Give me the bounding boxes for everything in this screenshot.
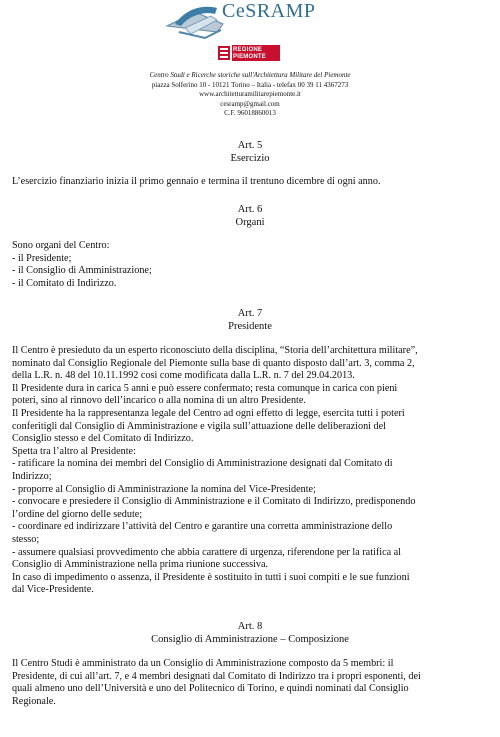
center-info — [0, 71, 500, 119]
paragraph-line: nominato dal Consiglio Regionale del Piemonte sulla base di quanto disposto dall’art. 3, comma 2, — [12, 357, 415, 369]
article-label: Art. 6 — [237, 204, 263, 215]
paragraph-line: Il Centro Studi è amministrato da un Consiglio di Amministrazione composto da 5 membri: il — [12, 658, 394, 669]
paragraph-line: Il Centro è presieduto da un esperto riconosciuto della disciplina, “Storia dell’architettura militare”, — [12, 345, 418, 356]
article-label: Art. 5 — [237, 140, 263, 151]
article-heading: Organi — [235, 217, 265, 228]
paragraph-line: Presidente, di cui all’art. 7, e 4 membri designati dal Comitato di Indirizzo tra i propri esponenti, dei — [12, 670, 421, 682]
list-item: - il Presidente; — [12, 252, 72, 264]
article-heading: Consiglio di Amministrazione – Composizione — [151, 634, 349, 645]
paragraph-line: della L.R. n. 48 del 10.11.1992 così come modificata dalla L.R. n. 7 del 29.04.2013. — [12, 370, 355, 382]
paragraph-line: Il Presidente dura in carica 5 anni e può essere confermato; resta comunque in carica con pieni — [12, 382, 398, 394]
paragraph-line: quali almeno uno dell’Università e uno del Politecnico di Torino, e quindi nominati dal Consiglio — [12, 683, 409, 695]
list-item: - ratificare la nomina dei membri del Consiglio di Amministrazione designati dal Comitato di — [12, 458, 393, 470]
article-label: Art. 8 — [237, 621, 263, 632]
paragraph-line: Il Presidente ha la rappresentanza legale del Centro ad ogni effetto di legge, esercita tutti i poteri — [12, 407, 405, 419]
article-7-body — [12, 345, 488, 597]
article-heading: Presidente — [228, 321, 272, 332]
list-item: Consiglio di Amministrazione nella prima riunione successiva. — [12, 559, 269, 571]
paragraph-line: Consiglio stesso e del Comitato di Indirizzo. — [12, 433, 194, 445]
list-item: - proporre al Consiglio di Amministrazione la nomina del Vice-Presidente; — [12, 483, 316, 495]
article-6-title — [0, 203, 500, 229]
center-tax-code: C.F. 96018860013 — [224, 109, 276, 117]
article-8-body — [12, 658, 488, 708]
article-heading: Esercizio — [230, 153, 270, 164]
paragraph-line: Sono organi del Centro: — [12, 240, 110, 251]
center-address: piazza Solferino 10 - 10121 Torino – Italia - telefax 00 39 11 4367273 — [151, 80, 349, 89]
center-email: cesramp@gmail.com — [220, 99, 280, 108]
center-website: www.architetturamilitarepiemonte.it — [199, 90, 301, 98]
list-item: Indirizzo; — [12, 470, 52, 482]
list-item: - convocare e presiedere il Consiglio di Amministrazione e il Comitato di Indirizzo, predisponendo — [12, 496, 416, 508]
article-7-title — [0, 307, 500, 333]
paragraph-line: conferitigli dal Consiglio di Amministrazione e vigila sull’attuazione delle deliberazioni del — [12, 420, 387, 432]
paragraph-line: dal Vice-Presidente. — [12, 584, 94, 596]
regione-label-line2: PIEMONTE — [233, 54, 266, 60]
article-8-title — [0, 620, 500, 646]
paragraph-line: Regionale. — [12, 695, 56, 707]
regione-label-line1: REGIONE — [233, 47, 263, 53]
paragraph-line: poteri, sino al rinnovo dell’incarico o alla nomina di un altro Presidente. — [12, 395, 306, 407]
list-item: l’ordine del giorno delle sedute; — [12, 508, 143, 520]
paragraph-line: Spetta tra l’altro al Presidente: — [12, 445, 136, 457]
list-item: - assumere qualsiasi provvedimento che abbia carattere di urgenza, riferendone per la ratifica al — [12, 546, 402, 558]
article-5-body — [12, 176, 488, 189]
logo-wordmark: CeSRAMP — [222, 0, 316, 22]
list-item: stesso; — [12, 533, 40, 545]
center-name: Centro Studi e Ricerche storiche sull'Architettura Militare del Piemonte — [149, 71, 351, 79]
list-item: - il Consiglio di Amministrazione; — [12, 265, 152, 277]
article-5-title — [0, 139, 500, 165]
article-label: Art. 7 — [237, 308, 263, 319]
paragraph-line: In caso di impedimento o assenza, il Presidente è sostituito in tutti i suoi compiti e le sue funzioni — [12, 571, 410, 583]
list-item: - coordinare ed indirizzare l’attività del Centro e garantire una corretta amministrazione dello — [12, 521, 393, 533]
list-item: - il Comitato di Indirizzo. — [12, 277, 117, 289]
article-6-body — [12, 240, 488, 290]
paragraph-line: L’esercizio finanziario inizia il primo gennaio e termina il trentuno dicembre di ogni anno. — [12, 176, 381, 187]
